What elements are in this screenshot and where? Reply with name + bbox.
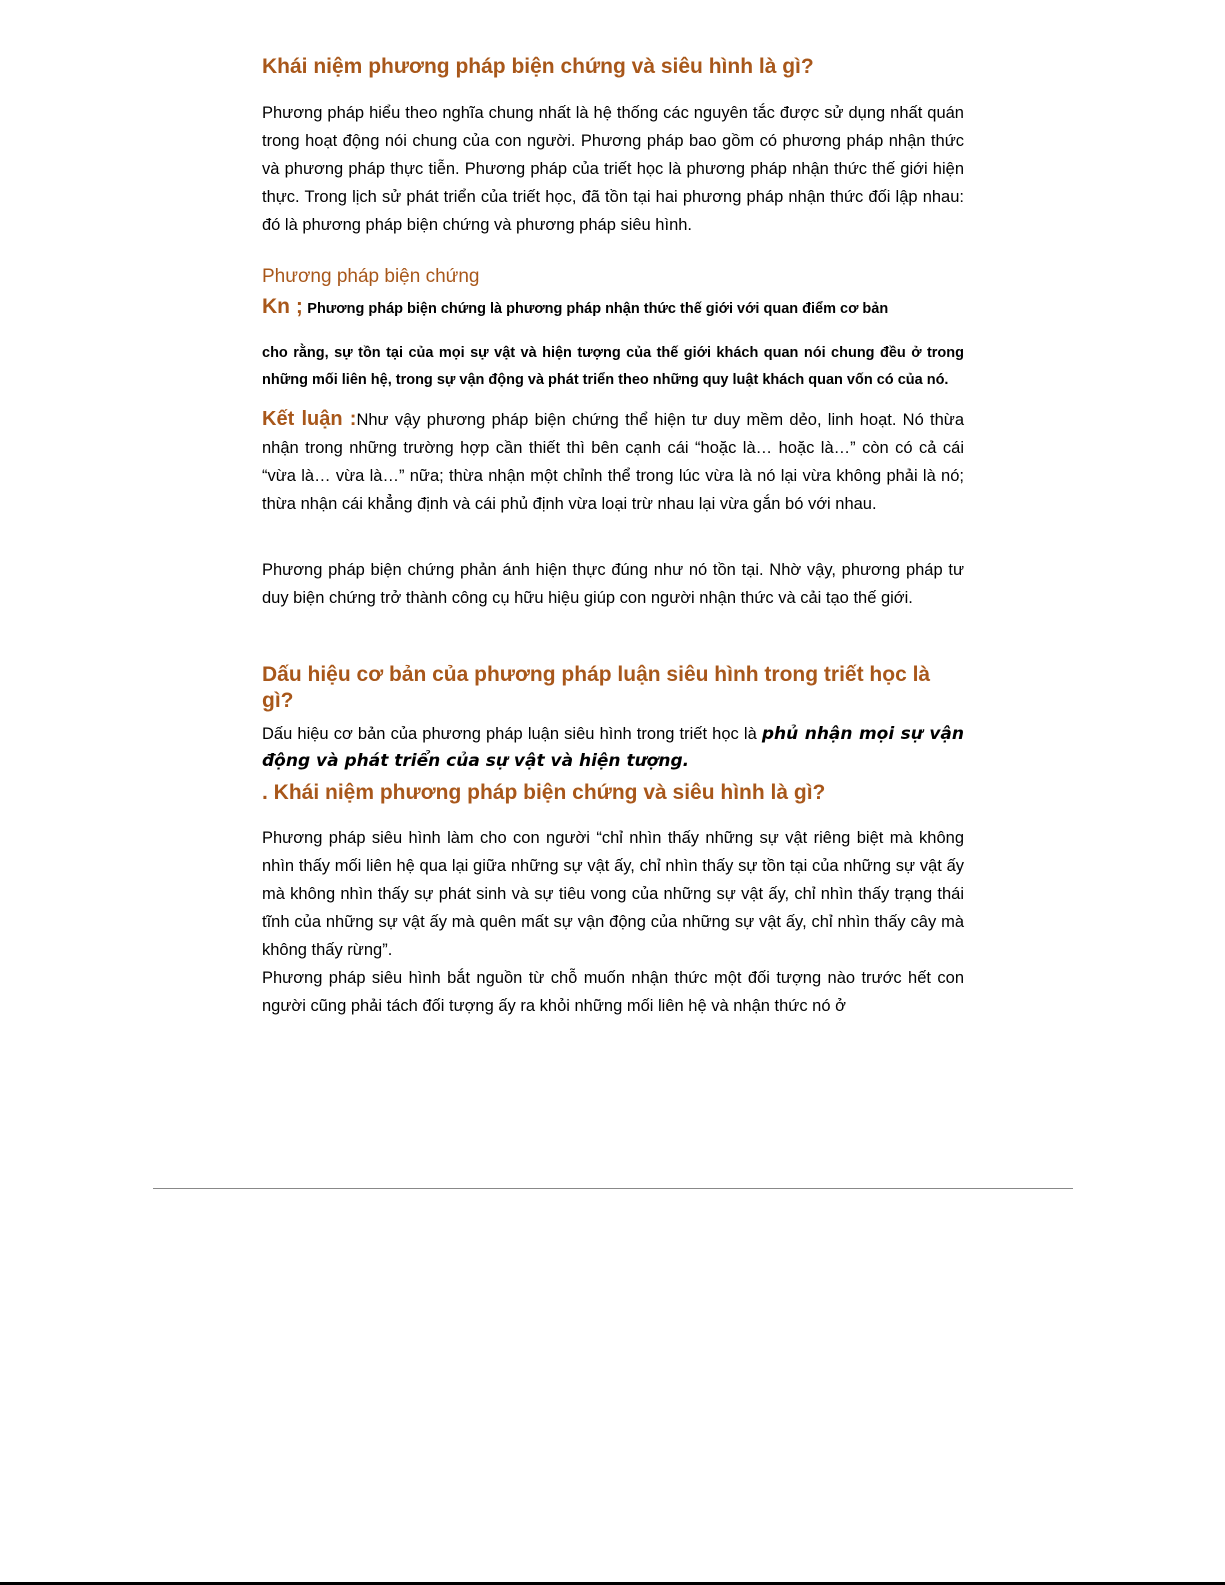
section-2-title: Dấu hiệu cơ bản của phương pháp luận siêu hình trong triết học là gì?	[262, 663, 931, 712]
section-3-para-2-block	[262, 964, 964, 1020]
section-2-body	[262, 721, 964, 775]
section-1-intro-block	[262, 99, 964, 239]
dialectic-subheading-block	[262, 265, 964, 289]
reflect-block	[262, 556, 964, 612]
conclusion-paragraph	[262, 405, 964, 518]
definition-rest-block	[262, 340, 964, 394]
reflect-paragraph: Phương pháp biện chứng phản ánh hiện thực đúng như nó tồn tại. Nhờ vậy, phương pháp tư duy biện chứng trở thành công cụ hữu hiệu giúp con người nhận thức và cải tạo thế giới.	[262, 561, 964, 607]
section-2	[262, 662, 964, 714]
conclusion-block	[262, 405, 964, 518]
definition-block	[262, 293, 964, 323]
section-1-intro: Phương pháp hiểu theo nghĩa chung nhất là hệ thống các nguyên tắc được sử dụng nhất quán trong hoạt động nói chung của con người. Phương pháp bao gồm có phương pháp nhận thức và phương pháp thực tiễn. Phương pháp của triết học là phương pháp nhận thức thế giới hiện thực. Trong lịch sử phát triển của triết học, đã tồn tại hai phương pháp nhận thức đối lập nhau: đó là phương pháp biện chứng và phương pháp siêu hình.	[262, 104, 964, 234]
page-divider	[153, 1188, 1073, 1189]
dialectic-subheading: Phương pháp biện chứng	[262, 266, 480, 287]
conclusion-text: Như vậy phương pháp biện chứng thể hiện tư duy mềm dẻo, linh hoạt. Nó thừa nhận trong những trường hợp cần thiết thì bên cạnh cái “hoặc là… hoặc là…” còn có cả cái “vừa là… vừa là…” nữa; thừa nhận một chỉnh thể trong lúc vừa là nó lại vừa không phải là nó; thừa nhận cái khẳng định và cái phủ định vừa loại trừ nhau lại vừa gắn bó với nhau.	[262, 411, 964, 513]
section-2-text-emphasis: phủ nhận mọi sự vận động và phát triển của sự vật và hiện tượng.	[262, 724, 964, 771]
definition-line-1-text: Phương pháp biện chứng là phương pháp nhận thức thế giới với quan điểm cơ bản	[307, 301, 889, 317]
section-2-body-block	[262, 721, 964, 775]
section-3-title: . Khái niệm phương pháp biện chứng và siêu hình là gì?	[262, 781, 826, 804]
section-3	[262, 780, 964, 806]
definition-line-1	[262, 293, 964, 323]
definition-label: Kn ;	[262, 295, 303, 318]
definition-rest: cho rằng, sự tồn tại của mọi sự vật và hiện tượng của thế giới khách quan nói chung đều ở trong những mối liên hệ, trong sự vận động và phát triển theo những quy luật khách quan vốn có của nó.	[262, 345, 964, 388]
section-1	[262, 54, 964, 80]
section-1-title: Khái niệm phương pháp biện chứng và siêu hình là gì?	[262, 55, 814, 78]
section-3-para-2: Phương pháp siêu hình bắt nguồn từ chỗ muốn nhận thức một đối tượng nào trước hết con người cũng phải tách đối tượng ấy ra khỏi những mối liên hệ và nhận thức nó ở	[262, 969, 964, 1015]
section-3-para-1: Phương pháp siêu hình làm cho con người “chỉ nhìn thấy những sự vật riêng biệt mà không nhìn thấy mối liên hệ qua lại giữa những sự vật ấy, chỉ nhìn thấy sự tồn tại của những sự vật ấy mà không nhìn thấy sự phát sinh và sự tiêu vong của những sự vật ấy, chỉ nhìn thấy trạng thái tĩnh của những sự vật ấy mà quên mất sự vận động của những sự vật ấy, chỉ nhìn thấy cây mà không thấy rừng”.	[262, 829, 964, 959]
section-3-para-1-block	[262, 824, 964, 964]
conclusion-label: Kết luận :	[262, 408, 357, 430]
section-2-text-plain: Dấu hiệu cơ bản của phương pháp luận siêu hình trong triết học là	[262, 725, 762, 743]
